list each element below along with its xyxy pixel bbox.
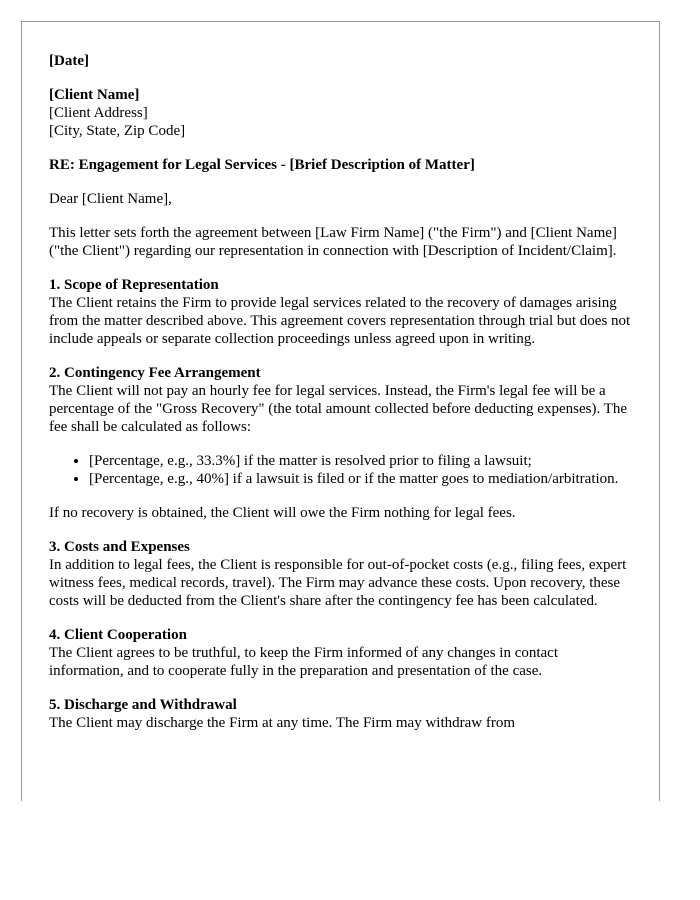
section-body: The Client will not pay an hourly fee for legal services. Instead, the Firm's legal fee will be a percentage of the "Gross Recovery" (the total amount collected before deducting expenses). The fee shall be calculated as follows: xyxy=(49,383,627,435)
section-heading: 5. Discharge and Withdrawal xyxy=(49,697,237,713)
fee-percentage-list xyxy=(49,452,632,488)
section-heading: 2. Contingency Fee Arrangement xyxy=(49,365,261,381)
section-heading: 3. Costs and Expenses xyxy=(49,539,190,555)
salutation: Dear [Client Name], xyxy=(49,191,172,207)
section-contingency-fee xyxy=(49,364,632,436)
intro-paragraph: This letter sets forth the agreement between [Law Firm Name] ("the Firm") and [Client Name] ("the Client") regarding our representation in connection with [Description of Incident/Claim]. xyxy=(49,225,617,259)
section-heading: 1. Scope of Representation xyxy=(49,277,219,293)
client-name: [Client Name] xyxy=(49,87,140,103)
no-recovery-paragraph: If no recovery is obtained, the Client will owe the Firm nothing for legal fees. xyxy=(49,505,516,521)
section-body: The Client agrees to be truthful, to keep the Firm informed of any changes in contact information, and to cooperate fully in the preparation and presentation of the case. xyxy=(49,645,559,679)
section-costs xyxy=(49,538,632,610)
date-text: [Date] xyxy=(49,53,89,69)
section-scope xyxy=(49,276,632,348)
section-body: The Client retains the Firm to provide legal services related to the recovery of damages arising from the matter described above. This agreement covers representation through trial but does not include appeals or separate collection proceedings unless agreed upon in writing. xyxy=(49,295,631,347)
section-body: The Client may discharge the Firm at any time. The Firm may withdraw from xyxy=(49,715,516,731)
re-line: RE: Engagement for Legal Services - [Brief Description of Matter] xyxy=(49,157,475,173)
city-state-zip: [City, State, Zip Code] xyxy=(49,123,186,139)
client-address-block xyxy=(49,86,632,140)
list-item: • [Percentage, e.g., 40%] if a lawsuit is filed or if the matter goes to mediation/arbitration. xyxy=(89,470,632,488)
section-cooperation xyxy=(49,626,632,680)
list-item: • [Percentage, e.g., 33.3%] if the matter is resolved prior to filing a lawsuit; xyxy=(89,452,632,470)
section-heading: 4. Client Cooperation xyxy=(49,627,187,643)
letter-page xyxy=(21,21,660,801)
section-body: In addition to legal fees, the Client is responsible for out-of-pocket costs (e.g., filing fees, expert witness fees, medical records, travel). The Firm may advance these costs. Upon recovery, these costs will be deducted from the Client's share after the contingency fee has been calculated. xyxy=(49,557,627,609)
client-address: [Client Address] xyxy=(49,105,148,121)
letter-date xyxy=(49,52,632,70)
section-discharge xyxy=(49,696,632,732)
